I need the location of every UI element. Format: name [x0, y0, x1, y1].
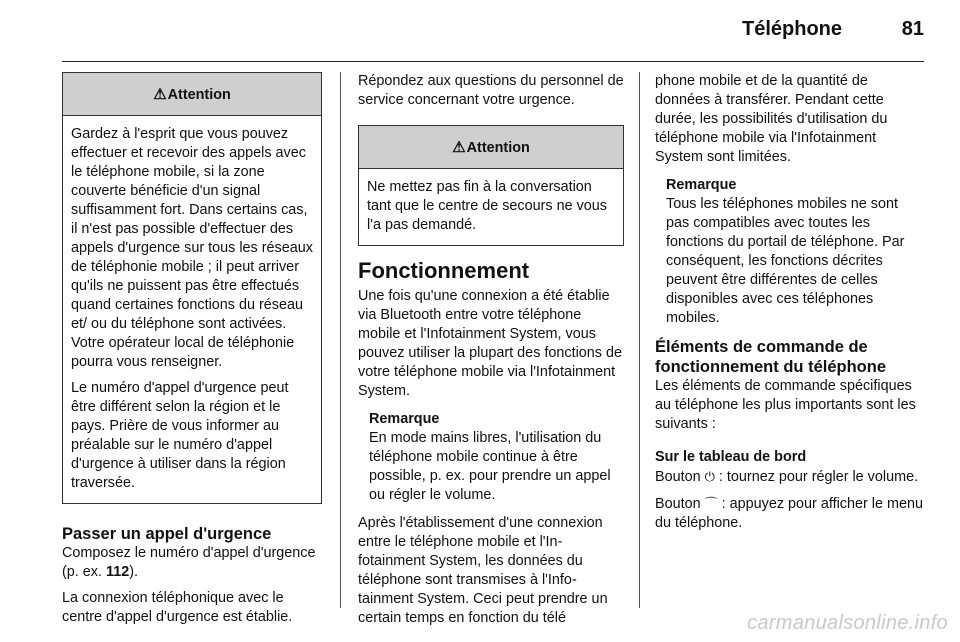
column-1	[62, 72, 322, 627]
attention-body-1	[63, 116, 321, 503]
note-body: En mode mains libres, l'utilisation du téléphone mobile continue à être possible, p. ex. pour prendre un appel ou régler le volume.	[369, 430, 611, 503]
warning-icon: ⚠	[153, 86, 167, 103]
paragraph: La connexion téléphonique avec le centre d'appel d'urgence est établie.	[62, 590, 293, 625]
paragraph: Une fois qu'une connexion a été établie via Bluetooth entre votre téléphone mobile et l'Infotainment System, vous pouvez utiliser la plupart des fonctions de votre téléphone mobile via l'Infotainment System.	[358, 288, 622, 399]
attention-body-2	[359, 169, 623, 245]
page-number: 81	[901, 18, 924, 40]
attention-heading-1	[63, 73, 321, 116]
phone-icon: ⌒	[704, 496, 718, 511]
attention-box-2	[358, 125, 624, 246]
attention-paragraph: Gardez à l'esprit que vous pouvez effectuer et recevoir des appels avec le téléphone mobile, si la zone couverte bénéficie d'un signal suffisamment fort. Dans certains cas, il n'est pas possible d'effectuer des appels d'urgence sur tous les réseaux de téléphonie mobile ; il peut arriver qu'ils ne puissent pas être effectués quand certaines fonctions du réseau et/ ou du téléphone sont activées. Votre opérateur local de téléphonie pourra vous renseigner.	[71, 126, 313, 370]
attention-heading-text: Attention	[167, 87, 231, 103]
paragraph: phone mobile et de la quantité de données à transférer. Pendant cette durée, les possibilités d'utilisation du téléphone mobile via l'Infotainment System sont limitées.	[655, 73, 888, 165]
column-2	[358, 72, 624, 628]
paragraph: Répondez aux questions du personnel de service concernant votre urgence.	[358, 73, 624, 108]
paragraph-text: : appuyez pour afficher le menu du téléphone.	[655, 496, 923, 531]
paragraph-text: Bouton	[655, 469, 705, 485]
paragraph-button-2	[655, 494, 923, 533]
paragraph: Après l'établissement d'une connexion entre le téléphone mobile et l'Infotainment System, les données du téléphone sont transmises à l'Infotainment System. Ceci peut prendre un certain temps en fonction du télé	[358, 515, 608, 626]
note	[655, 176, 923, 328]
paragraph: Les éléments de commande spécifiques au téléphone les plus importants sont les suivants :	[655, 378, 916, 432]
subheading-dashboard: Sur le tableau de bord	[655, 449, 807, 465]
section-title-controls: Éléments de commande de fonctionnement du téléphone	[655, 338, 886, 376]
warning-icon: ⚠	[452, 139, 466, 156]
paragraph-text: Bouton	[655, 496, 705, 512]
section-title-emergency-call: Passer un appel d'urgence	[62, 525, 272, 543]
paragraph	[62, 544, 322, 582]
attention-paragraph: Ne mettez pas fin à la conversation tant que le centre de secours ne vous l'a pas demandé.	[367, 179, 607, 233]
paragraph-text: Composez le numéro d'appel d'urgence (p. ex.	[62, 545, 316, 580]
note-title: Remarque	[666, 177, 737, 193]
section-title-operation: Fonctionnement	[358, 258, 530, 283]
paragraph-text: ).	[129, 564, 139, 580]
watermark: carmanualsonline.info	[747, 612, 948, 634]
emergency-number: 112	[106, 564, 130, 580]
column-divider-1	[340, 72, 341, 608]
attention-heading-text: Attention	[466, 140, 530, 156]
page-header	[62, 0, 924, 62]
page-title: Téléphone	[741, 18, 842, 40]
note	[358, 410, 624, 505]
note-body: Tous les téléphones mobiles ne sont pas compatibles avec toutes les fonctions du portail de téléphone. Par conséquent, les fonctions décrites peuvent être différentes de celles disponibles avec ces téléphones mobiles.	[666, 196, 905, 326]
column-divider-2	[639, 72, 640, 608]
paragraph-button-1	[655, 467, 923, 487]
power-icon: ⏻	[704, 469, 715, 484]
attention-heading-2	[359, 126, 623, 169]
column-3	[655, 72, 923, 533]
paragraph-text: : tournez pour régler le volume.	[714, 469, 919, 485]
attention-paragraph: Le numéro d'appel d'urgence peut être différent selon la région et le pays. Prière de vous informer au préalable sur le numéro d'appel d'urgence à utiliser dans la région traversée.	[71, 380, 289, 491]
attention-box-1	[62, 72, 322, 504]
note-title: Remarque	[369, 411, 440, 427]
